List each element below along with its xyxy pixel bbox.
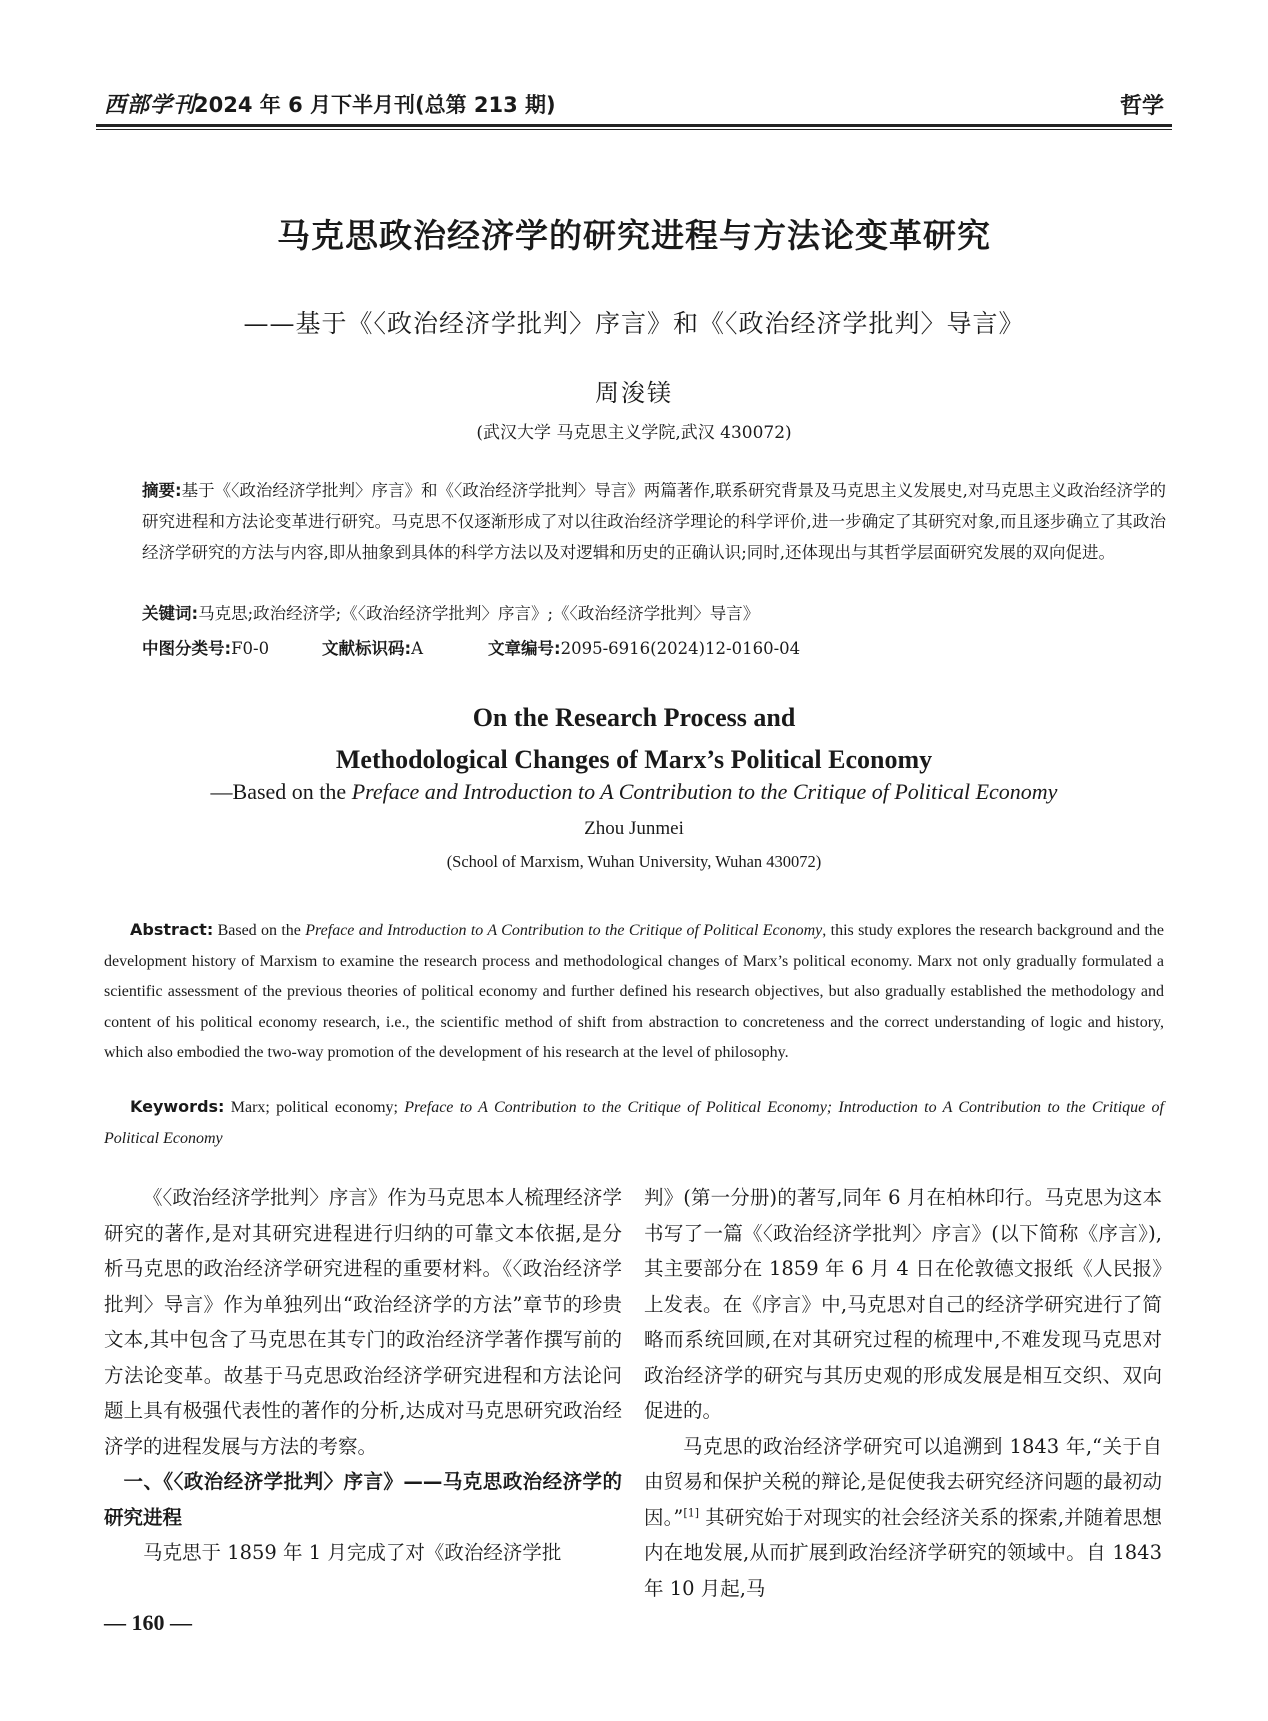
title-en-line1: On the Research Process and [472,703,796,732]
title-en [96,697,1172,781]
clc-value: F0-0 [231,639,270,658]
journal-issue: 2024 年 6 月下半月刊(总第 213 期) [194,93,556,117]
body-text: 其研究始于对现实的社会经济关系的探索,并随着思想内在地发展,从而扩展到政治经济学研究的领域中。自 1843 年 10 月起,马 [644,1505,1162,1600]
body-paragraph: 马克思于 1859 年 1 月完成了对《政治经济学批 [143,1541,562,1564]
article-number-value: 2095-6916(2024)12-0160-04 [560,639,801,658]
subtitle-en-italic: Preface and Introduction to A Contribution to the Critique of Political Economy [351,779,1058,804]
keywords-cn [142,600,1166,624]
title-en-line2: Methodological Changes of Marx’s Political Economy [335,745,933,774]
keywords-cn-text: 马克思;政治经济学;《〈政治经济学批判〉序言》;《〈政治经济学批判〉导言》 [198,604,760,623]
keywords-en [104,1092,1164,1154]
body-column-left [104,1180,622,1571]
abstract-en [104,915,1164,1069]
author-en: Zhou Junmei [584,818,684,839]
abstract-cn-text: 基于《〈政治经济学批判〉序言》和《〈政治经济学批判〉导言》两篇著作,联系研究背景及马克思主义发展史,对马克思主义政治经济学的研究进程和方法论变革进行研究。马克思不仅逐渐形成了对以往政治经济学理论的科学评价,进一步确定了其研究对象,而且逐步确立了其政治经济学研究的方法与内容,即从抽象到具体的科学方法以及对逻辑和历史的正确认识;同时,还体现出与其哲学层面研究发展的双向促进。 [142,481,1166,562]
doc-code-label: 文献标识码: [322,639,412,658]
abstract-en-part1: Based on the [213,922,306,939]
page-number: — 160 — [104,1610,192,1635]
keywords-en-label: Keywords: [130,1097,225,1116]
abstract-en-part2: , this study explores the research background and the development history of Marxism to examine the research process and methodological changes of Marx’s political economy. Marx not only gradually formulated a scientific assessment of the previous theories of political economy and further defined his research objectives, but also gradually established the methodology and content of his political economy research, i.e., the scientific method of shift from abstraction to concreteness and the correct understanding of logic and history, which also embodied the two-way promotion of the development of his research at the level of philosophy. [104,922,1165,1061]
section-heading: 一、《〈政治经济学批判〉序言》——马克思政治经济学的研究进程 [104,1470,622,1529]
header-rule-thin [96,129,1172,130]
subtitle-en-prefix: —Based on the [210,779,352,804]
subtitle-en [96,779,1172,805]
body-paragraph: 判》(第一分册)的著写,同年 6 月在柏林印行。马克思为这本书写了一篇《〈政治经济学批判〉序言》(以下简称《序言》),其主要部分在 1859 年 6 月 4 日在伦敦德文报纸《人民报》上发表。在《序言》中,马克思对自己的经济学研究进行了简略而系统回顾,在对其研究过程的梳理中,不难发现马克思对政治经济学的研究与其历史观的形成发展是相互交织、双向促进的。 [644,1186,1162,1422]
section-label: 哲学 [1119,94,1164,119]
citation-reference: [1] [683,1506,699,1519]
affiliation-cn: (武汉大学 马克思主义学院,武汉 430072) [476,423,792,443]
journal-logo: 西部学刊 [104,92,197,118]
keywords-en-plain: Marx; political economy; [224,1099,405,1116]
body-paragraph: 《〈政治经济学批判〉序言》作为马克思本人梳理经济学研究的著作,是对其研究进程进行归纳的可靠文本依据,是分析马克思的政治经济学研究进程的重要材料。《〈政治经济学批判〉导言》作为单独列出“政治经济学的方法”章节的珍贵文本,其中包含了马克思在其专门的政治经济学著作撰写前的方法论变革。故基于马克思政治经济学研究进程和方法论问题上具有极强代表性的著作的分析,达成对马克思研究政治经济学的进程发展与方法的考察。 [104,1186,622,1458]
body-paragraph [644,1429,1162,1607]
body-column-right [644,1180,1162,1606]
clc-label: 中图分类号: [142,639,232,658]
abstract-en-italic: Preface and Introduction to A Contribution to the Critique of Political Economy [305,922,823,939]
header-rule [96,124,1172,127]
body-text: 马克思的政治经济学研究可以追溯到 1843 年,“关于自由贸易和保护关税的辩论,是促使我去研究经济问题的最初动因。” [644,1434,1162,1529]
author-cn: 周浚镁 [595,379,673,407]
keywords-cn-label: 关键词: [142,604,199,623]
subtitle-cn: ——基于《〈政治经济学批判〉序言》和《〈政治经济学批判〉导言》 [243,309,1025,338]
abstract-cn [142,475,1166,568]
abstract-en-label: Abstract: [130,920,214,939]
classification-meta [142,635,1166,659]
abstract-cn-label: 摘要: [142,481,182,500]
running-header [104,88,1164,120]
doc-code-value: A [411,639,424,658]
keywords-en-italic: Preface to A Contribution to the Critique of Political Economy; Introduction to A Contribution to the Critique of Political Economy [104,1099,1164,1147]
title-cn: 马克思政治经济学的研究进程与方法论变革研究 [277,216,991,255]
article-number-label: 文章编号: [488,639,561,658]
affiliation-en: (School of Marxism, Wuhan University, Wuhan 430072) [446,852,822,871]
